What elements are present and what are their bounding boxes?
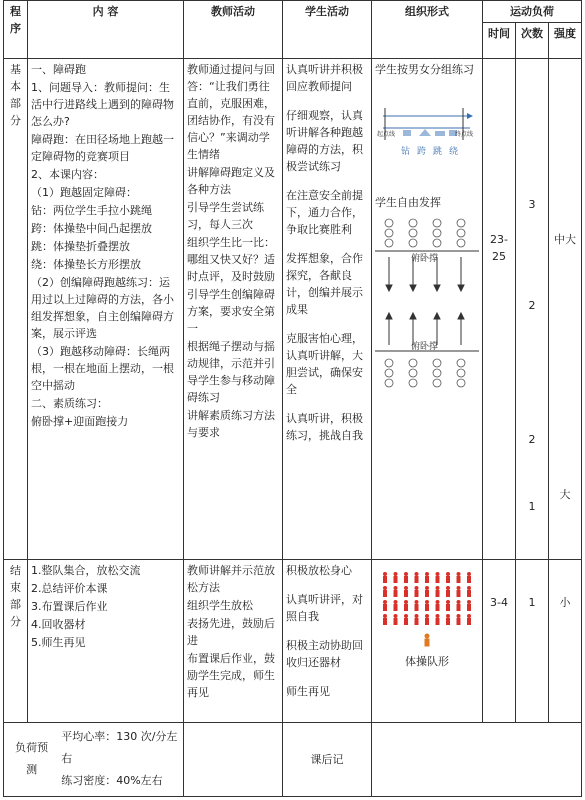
teacher-line: 表扬先进，鼓励后进: [187, 616, 275, 647]
student-figure-body: [425, 576, 429, 583]
student-figure-body: [404, 618, 408, 625]
basic-section-label: 基本部分: [4, 59, 28, 560]
basic-time-cell: [483, 59, 516, 560]
student-figure-body: [425, 618, 429, 625]
end-section-label: 结束部分: [4, 559, 28, 722]
student-figure-head: [457, 586, 461, 590]
student-line: 认真听讲，积极练习，挑战自我: [286, 412, 363, 443]
student-figure-body: [446, 618, 450, 625]
student-figure-head: [404, 586, 408, 590]
student-figure-head: [415, 600, 419, 604]
teacher-figure-body: [425, 638, 430, 646]
student-figure-body: [467, 618, 471, 625]
header-content: 内 容: [28, 1, 184, 59]
relay-diagram-2: [375, 311, 479, 401]
student-figure-body: [383, 618, 387, 625]
basic-content-list: [31, 61, 180, 430]
student-figure-body: [436, 618, 440, 625]
end-org-cell: [372, 559, 483, 722]
student-figure-head: [457, 600, 461, 604]
student-figure-body: [446, 576, 450, 583]
header-student-activity: 学生活动: [283, 1, 372, 59]
student-figure-head: [415, 614, 419, 618]
end-time-cell: [483, 559, 516, 722]
student-figure-body: [457, 576, 461, 583]
student-figure-body: [446, 604, 450, 611]
teacher-line: 讲解素质练习方法与要求: [187, 409, 275, 440]
student-figure-body: [415, 576, 419, 583]
student-figure-body: [457, 604, 461, 611]
basic-intensity-1: 中大: [554, 233, 576, 247]
content-line: 二、素质练习：: [31, 397, 108, 411]
student-figure-body: [425, 604, 429, 611]
basic-section-row: [4, 59, 582, 560]
crawl-label: 钻: [401, 147, 411, 158]
end-teacher-cell: [184, 559, 283, 722]
student-figure-head: [457, 614, 461, 618]
student-line: 积极主动协助回收归还器材: [286, 638, 363, 669]
student-figure-body: [404, 576, 408, 583]
student-figure-head: [383, 572, 387, 576]
teacher-line: 根据绳子摆动与摇动规律，示范并引导学生参与移动障碍练习: [187, 340, 275, 405]
content-line: 5.师生再见: [31, 635, 86, 649]
basic-org-cell: [372, 59, 483, 560]
gym-formation-diagram: [377, 568, 477, 648]
basic-teacher-cell: [184, 59, 283, 560]
content-line: 跳：体操垫折叠摆放: [31, 240, 130, 254]
student-line: 仔细观察，认真听讲解各种跑越障碍的方法，积极尝试练习: [286, 109, 363, 174]
content-line: 3.布置课后作业: [31, 599, 108, 613]
gym-formation-label: 体操队形: [405, 654, 449, 668]
student-figure-body: [415, 604, 419, 611]
basic-teacher-list: [187, 61, 279, 441]
student-figure-head: [394, 586, 398, 590]
student-figure-head: [436, 586, 440, 590]
after-class-notes-cell[interactable]: [372, 722, 582, 796]
student-figure-head: [383, 614, 387, 618]
student-line: 发挥想象，合作探究，各献良计，创编并展示成果: [286, 252, 363, 317]
student-figure-head: [446, 586, 450, 590]
content-line: 障碍跑：在田径场地上跑越一定障碍物的竞赛项目: [31, 133, 174, 164]
basic-count-3: 2: [528, 433, 536, 447]
student-figure-body: [457, 590, 461, 597]
teacher-line: 教师通过提问与回答：“让我们勇往直前，克服困难，团结协作，有没有信心？”来调动学生情绪: [187, 63, 275, 162]
student-figure-body: [383, 604, 387, 611]
student-figure-head: [394, 614, 398, 618]
student-figure-head: [383, 586, 387, 590]
basic-count-1: 3: [528, 198, 536, 212]
basic-intensity-cell: [549, 59, 582, 560]
student-figure-head: [425, 600, 429, 604]
student-figure-body: [467, 576, 471, 583]
end-section-row: [4, 559, 582, 722]
pushup-label-2: 俯卧撑: [411, 342, 439, 353]
student-figure-body: [467, 604, 471, 611]
content-line: （1）跑越固定障碍：: [31, 186, 137, 200]
content-line: 1、问题导入：教师提问：生活中行进路线上遇到的障碍物怎么办?: [31, 81, 174, 129]
content-line: （3）跑越移动障碍：长绳两根，一根在地面上摆动，一根空中摇动: [31, 345, 174, 393]
student-line: 克服害怕心理，认真听讲解，大胆尝试，确保安全: [286, 332, 363, 397]
student-figure-head: [436, 614, 440, 618]
end-teacher-list: [187, 562, 279, 701]
content-line: 1.整队集合，放松交流: [31, 563, 141, 577]
student-figure-head: [446, 572, 450, 576]
teacher-line: 教师讲解并示范放松方法: [187, 563, 275, 594]
finish-line-label: 终点线: [455, 131, 474, 139]
student-line: 在注意安全前提下，通力合作，争取比赛胜利: [286, 189, 363, 237]
student-figure-body: [415, 618, 419, 625]
student-figure-body: [394, 590, 398, 597]
student-figure-head: [446, 600, 450, 604]
teacher-figure-head: [425, 633, 430, 638]
header-procedure: 程序: [4, 1, 28, 59]
after-class-notes-label: 课后记: [283, 722, 372, 796]
end-intensity-value: 小: [559, 595, 571, 609]
student-figure-body: [467, 590, 471, 597]
basic-count-4: 1: [528, 500, 536, 514]
student-line: 积极放松身心: [286, 563, 352, 577]
end-content-list: [31, 562, 180, 651]
header-time: 时间: [483, 23, 516, 59]
student-figure-head: [467, 600, 471, 604]
basic-student-list: [286, 61, 368, 444]
obstacle-course-diagram: [375, 96, 475, 174]
content-line: 4.回收器材: [31, 617, 86, 631]
teacher-line: 组织学生比一比：哪组又快又好？适时点评，及时鼓励: [187, 236, 275, 284]
basic-count-cell: [516, 59, 549, 560]
load-prediction-cell: [4, 722, 184, 796]
header-teacher-activity: 教师活动: [184, 1, 283, 59]
student-figure-head: [404, 614, 408, 618]
student-figure-head: [425, 614, 429, 618]
student-figure-body: [425, 590, 429, 597]
end-time-value: 3-4: [490, 595, 508, 609]
teacher-line: 组织学生放松: [187, 598, 253, 612]
student-figure-head: [446, 614, 450, 618]
relay-figure-1: [375, 217, 479, 307]
student-figure-body: [415, 590, 419, 597]
obstacle-course-figure: [375, 96, 479, 174]
content-line: （2）创编障碍跑越练习：运用过以上过障碍的方法，各小组发挥想象，自主创编障碍方案，展示评选: [31, 276, 174, 341]
student-figure-head: [467, 572, 471, 576]
header-exercise-load: 运动负荷: [483, 1, 582, 23]
student-figure-body: [446, 590, 450, 597]
student-figure-body: [394, 604, 398, 611]
step-over-label: 跨: [417, 147, 427, 158]
end-student-cell: [283, 559, 372, 722]
end-content-cell: [28, 559, 184, 722]
student-figure-body: [457, 618, 461, 625]
header-intensity: 强度: [549, 23, 582, 59]
basic-content-cell: [28, 59, 184, 560]
student-figure-head: [467, 586, 471, 590]
student-figure-head: [467, 614, 471, 618]
student-line: 认真听讲评，对照自我: [286, 592, 363, 623]
content-line: 跨：体操垫中间凸起摆放: [31, 222, 152, 236]
teacher-line: 引导学生创编障碍方案，要求安全第一: [187, 288, 275, 336]
end-count-value: 1: [528, 595, 536, 609]
basic-intensity-2: 大: [559, 488, 571, 502]
load-prediction-label: 负荷预测: [15, 741, 49, 777]
header-row: [4, 1, 582, 23]
weave-label: 绕: [449, 147, 459, 158]
basic-time-value: 23-25: [490, 233, 508, 264]
end-student-list: [286, 562, 368, 700]
student-figure-head: [436, 572, 440, 576]
student-line: 师生再见: [286, 684, 330, 698]
jump-label: 跳: [433, 147, 443, 158]
student-figure-body: [404, 590, 408, 597]
density-text: 练习密度：40%左右: [61, 774, 163, 788]
student-figure-head: [394, 572, 398, 576]
student-figure-body: [394, 618, 398, 625]
footer-row: [4, 722, 582, 796]
student-figure-body: [436, 576, 440, 583]
student-figure-head: [415, 586, 419, 590]
teacher-line: 讲解障碍跑定义及各种方法: [187, 166, 275, 197]
student-figure-head: [415, 572, 419, 576]
student-figure-head: [457, 572, 461, 576]
student-figure-head: [436, 600, 440, 604]
end-count-cell: [516, 559, 549, 722]
teacher-line: 引导学生尝试练习，每人三次: [187, 201, 264, 232]
basic-count-2: 2: [528, 299, 536, 313]
lesson-plan-table: [3, 0, 582, 797]
basic-student-cell: [283, 59, 372, 560]
student-figure-body: [394, 576, 398, 583]
content-line: 一、障碍跑: [31, 63, 86, 77]
header-organization: 组织形式: [372, 1, 483, 59]
start-line-label: 起点线: [377, 131, 396, 139]
student-figure-head: [394, 600, 398, 604]
content-line: 绕：体操垫长方形摆放: [31, 258, 141, 272]
content-line: 2、本课内容：: [31, 168, 104, 182]
footer-spacer: [184, 722, 283, 796]
student-figure-body: [436, 604, 440, 611]
teacher-line: 布置课后作业，鼓励学生完成，师生再见: [187, 651, 275, 699]
student-figure-body: [383, 576, 387, 583]
content-line: 俯卧撑+迎面跑接力: [31, 415, 129, 429]
student-figure-body: [383, 590, 387, 597]
student-figure-body: [404, 604, 408, 611]
student-line: 认真听讲并积极回应教师提问: [286, 63, 363, 94]
student-figure-head: [425, 572, 429, 576]
relay-figure-2: [375, 311, 479, 401]
org-group-text: 学生按男女分组练习: [375, 63, 474, 77]
student-figure-head: [383, 600, 387, 604]
pushup-label-1: 俯卧撑: [411, 254, 439, 265]
student-figure-head: [404, 600, 408, 604]
heart-rate-text: 平均心率：130 次/分左右: [61, 730, 178, 766]
student-figure-head: [425, 586, 429, 590]
content-line: 2.总结评价本课: [31, 581, 108, 595]
student-figure-head: [404, 572, 408, 576]
header-count: 次数: [516, 23, 549, 59]
org-free-text: 学生自由发挥: [375, 196, 441, 210]
relay-diagram-1: [375, 217, 479, 307]
content-line: 钻：两位学生手拉小跳绳: [31, 204, 152, 218]
end-intensity-cell: [549, 559, 582, 722]
student-figure-body: [436, 590, 440, 597]
